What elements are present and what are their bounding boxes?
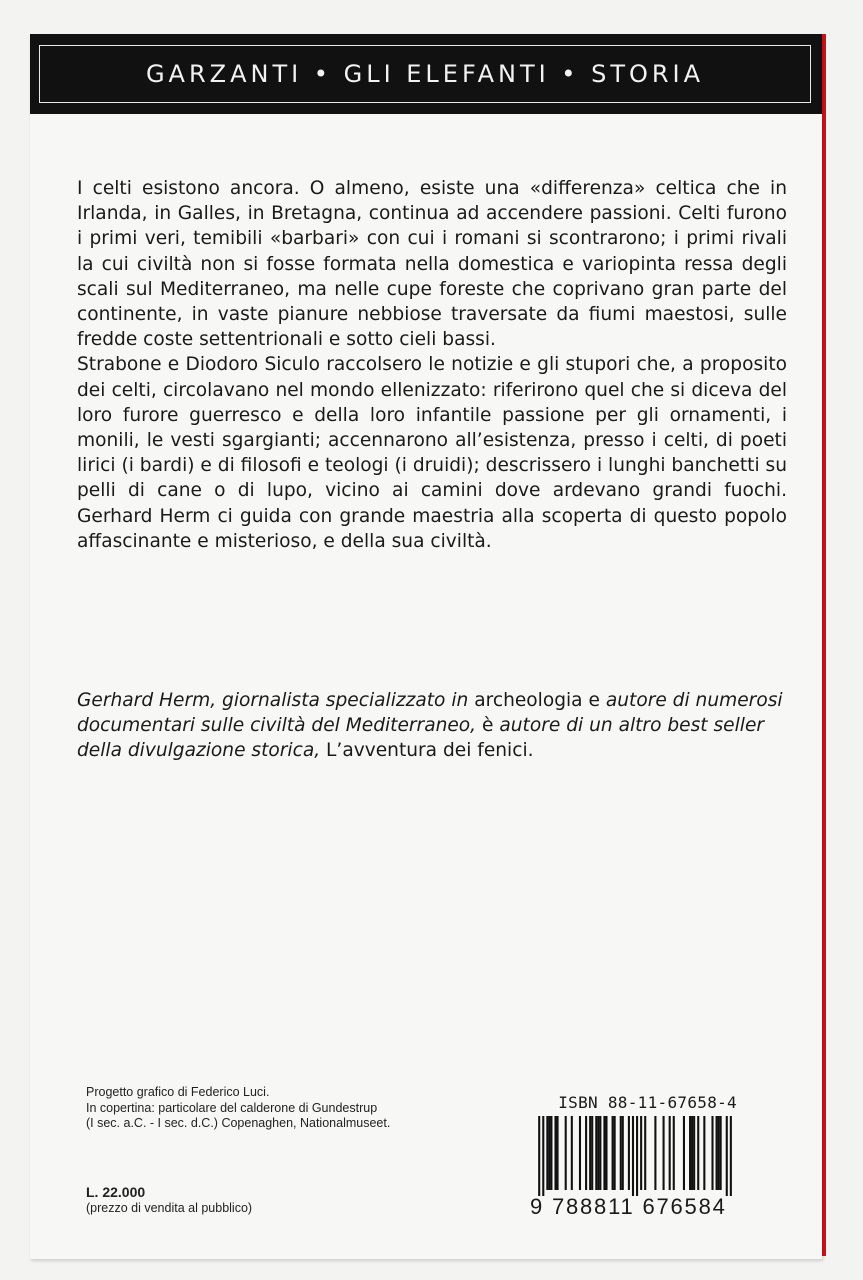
barcode-bar <box>589 1116 591 1190</box>
series-header-frame <box>39 45 811 103</box>
barcode-bar <box>548 1116 550 1190</box>
barcode-bar <box>730 1116 732 1196</box>
barcode-bar <box>591 1116 593 1190</box>
barcode-bar <box>654 1116 656 1190</box>
barcode-bar <box>663 1116 665 1190</box>
barcode-bar <box>557 1116 559 1190</box>
barcode-bar <box>599 1116 601 1190</box>
author-bio-paragraph <box>77 688 787 764</box>
barcode-bar <box>538 1116 540 1196</box>
author-bio-tail: autore di un altro best seller della divulgazione storica, <box>77 715 765 762</box>
barcode-bar <box>579 1116 581 1190</box>
barcode-bar <box>691 1116 693 1190</box>
author-bio-book-title: L’avventura dei fenici. <box>320 740 534 762</box>
barcode-bar <box>644 1116 646 1190</box>
author-bio-and: e <box>582 690 606 711</box>
barcode-bar <box>585 1116 587 1190</box>
barcode-bar <box>595 1116 597 1190</box>
barcode-bar <box>628 1116 630 1190</box>
author-bio-field: archeologia <box>474 690 583 711</box>
barcode-bar <box>550 1116 552 1190</box>
barcode-bar <box>720 1116 722 1190</box>
barcode <box>530 1116 740 1196</box>
barcode-bar <box>693 1116 695 1190</box>
barcode-bar <box>571 1116 573 1190</box>
barcode-bar <box>614 1116 616 1190</box>
blurb-paragraph-1: I celti esistono ancora. O almeno, esiste una «differenza» celtica che in Irlanda, in Galles, in Bretagna, continua ad accendere passioni. Celti furono i primi veri, temibili «barbari» con cui i romani si scontrarono; i primi rivali la cui civiltà non si fosse formata nella domestica e variopinta ressa degli scali sul Mediterraneo, ma nelle cupe foreste che coprivano gran parte del continente, in vaste pianure nebbiose traversate da fiumi maestosi, sulle fredde coste settentrionali e sotto cieli bassi. <box>77 178 787 351</box>
barcode-bar <box>673 1116 675 1190</box>
cover-credit-line-2: (I sec. a.C. - I sec. d.C.) Copenaghen, Nationalmuseet. <box>86 1116 391 1130</box>
barcode-bar <box>622 1116 624 1190</box>
price-block <box>86 1184 252 1216</box>
isbn-label: ISBN 88-11-67658-4 <box>558 1093 737 1112</box>
barcode-bar <box>597 1116 599 1190</box>
barcode-bar <box>703 1116 705 1190</box>
barcode-bar <box>711 1116 713 1190</box>
barcode-bar <box>726 1116 728 1196</box>
barcode-digits: 9 788811 676584 <box>530 1194 727 1219</box>
author-bio <box>77 688 787 764</box>
barcode-bar <box>632 1116 634 1196</box>
series-header <box>30 34 822 114</box>
author-bio-works: autore di numerosi documentari sulle civiltà del Mediterraneo, <box>77 690 783 737</box>
barcode-bar <box>565 1116 567 1190</box>
barcode-bar <box>554 1116 556 1190</box>
barcode-bar <box>683 1116 685 1190</box>
blurb-text <box>77 176 787 554</box>
credits <box>86 1085 486 1132</box>
design-credit: Progetto grafico di Federico Luci. <box>86 1085 270 1099</box>
series-title: GARZANTI • GLI ELEFANTI • STORIA <box>145 60 705 88</box>
author-bio-in: in <box>445 690 475 711</box>
barcode-bar <box>718 1116 720 1190</box>
author-bio-is: è <box>476 715 500 737</box>
barcode-bar <box>716 1116 718 1190</box>
barcode-bar <box>603 1116 605 1190</box>
barcode-bar <box>546 1116 548 1190</box>
author-bio-name: Gerhard Herm, giornalista specializzato <box>77 690 446 711</box>
barcode-bar <box>605 1116 607 1190</box>
price-value: L. 22.000 <box>86 1184 146 1200</box>
barcode-bar <box>697 1116 699 1190</box>
price-note: (prezzo di vendita al pubblico) <box>86 1201 253 1215</box>
book-back-cover <box>30 34 822 1259</box>
blurb-paragraph-2: Strabone e Diodoro Siculo raccolsero le notizie e gli stupori che, a proposito dei celti, circolavano nel mondo ellenizzato: riferirono quel che si diceva del loro furore guerresco e della loro infantile passione per gli ornamenti, i monili, le vesti sgargianti; accennarono all’esistenza, presso i celti, di poeti lirici (i bardi) e di filosofi e teologi (i druidi); descrissero i lunghi banchetti su pelli di cane o di lupo, vicino ai camini dove ardevano grandi fuochi. Gerhard Herm ci guida con grande maestria alla scoperta di questo popolo affascinante e misterioso, e della sua civiltà. <box>77 354 787 552</box>
barcode-bar <box>620 1116 622 1190</box>
cover-credit-line-1: In copertina: particolare del calderone di Gundestrup <box>86 1100 378 1115</box>
barcode-bar <box>669 1116 671 1190</box>
barcode-bar <box>612 1116 614 1190</box>
barcode-bar <box>689 1116 691 1190</box>
barcode-bar <box>636 1116 638 1196</box>
barcode-bar <box>640 1116 642 1190</box>
barcode-bar <box>542 1116 544 1196</box>
